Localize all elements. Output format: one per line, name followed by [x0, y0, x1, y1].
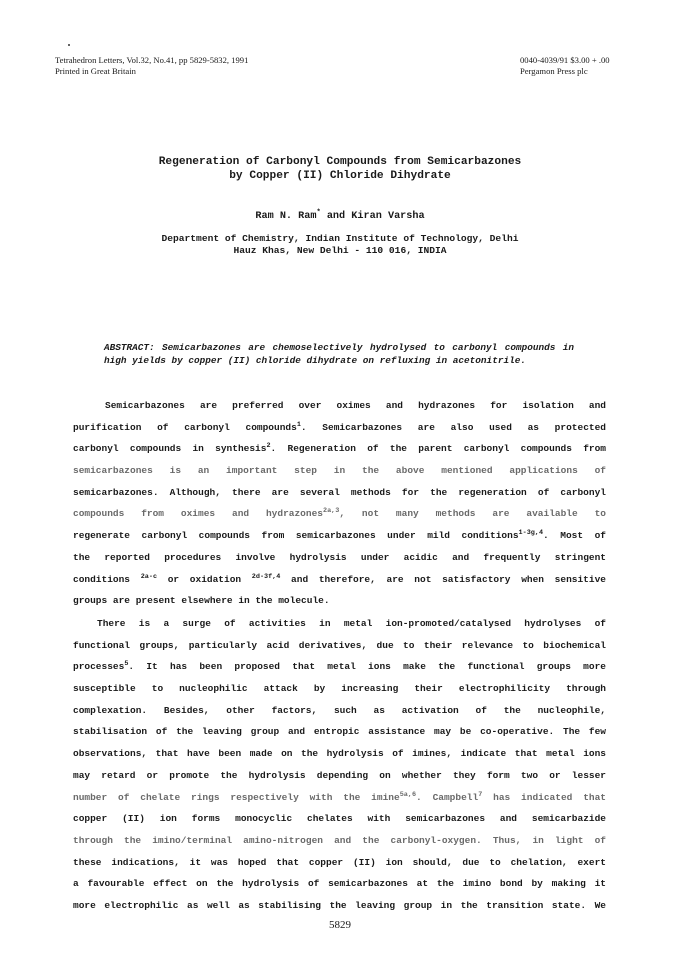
text-line: the reported procedures involve hydrolysis under acidic and frequently stringent [73, 551, 606, 563]
printed-in: Printed in Great Britain [55, 66, 136, 76]
abstract [104, 341, 574, 367]
journal-header-left [55, 55, 248, 77]
citation-sup: 5a,6 [399, 790, 417, 799]
text-line: purification of carbonyl compounds$^1$. Semicarbazones are also used as protected [73, 420, 606, 433]
journal-header-right [520, 55, 610, 77]
citation-sup: 2 [266, 442, 271, 451]
paper-title [90, 156, 590, 183]
text-line: regenerate carbonyl compounds from semicarbazones under mild conditions$^{1-3g,4}$. Most of [73, 529, 606, 542]
text-line: conditions $^{2a-c}$ or oxidation $^{2d-3f,4}$ and therefore, are not satisfactory when sensitive [73, 572, 606, 585]
citation-sup: 5 [124, 660, 129, 669]
author-2: and Kiran Varsha [320, 211, 425, 222]
citation-sup: 1 [296, 420, 301, 429]
text-line: Semicarbazones are preferred over oximes and hydrazones for isolation and [105, 400, 606, 411]
text-line: semicarbazones. Although, there are several methods for the regeneration of carbonyl [73, 486, 606, 498]
text-line: stabilisation of the leaving group and entropic assistance may be co-operative. The few [73, 726, 606, 738]
affiliation-line-1: Department of Chemistry, Indian Institute of Technology, Delhi [161, 233, 519, 244]
text-line: complexation. Besides, other factors, such as activation of the nucleophile, [73, 704, 606, 716]
author-1: Ram N. Ram [255, 211, 317, 222]
text-line: There is a surge of activities in metal ion-promoted/catalysed hydrolyses of [97, 618, 606, 629]
author-line [90, 211, 590, 222]
citation-sup: 2a-c [140, 572, 158, 581]
text-line: more electrophilic as well as stabilising the leaving group in the transition state. We [73, 899, 606, 911]
affiliation [80, 233, 600, 257]
title-line-1: Regeneration of Carbonyl Compounds from Semicarbazones [158, 156, 522, 168]
citation-sup: 7 [478, 790, 483, 799]
text-line: compounds from oximes and hydrazones$^{2a,3}$, not many methods are available to [73, 507, 606, 520]
text-line: groups are present elsewhere in the molecule. [73, 595, 330, 607]
text-line: processes$^5$. It has been proposed that metal ions make the functional groups more [73, 660, 606, 673]
text-line: semicarbazones is an important step in the above mentioned applications of [73, 465, 606, 477]
text-line: a favourable effect on the hydrolysis of semicarbazones at the imino bond by making it [73, 878, 606, 890]
title-line-2: by Copper (II) Chloride Dihydrate [229, 169, 451, 182]
affiliation-line-2: Hauz Khas, New Delhi - 110 016, INDIA [233, 245, 447, 257]
corresponding-author-mark: * [316, 209, 321, 217]
abstract-text: Semicarbazones are chemoselectively hydrolysed to carbonyl compounds in high yields by copper (II) chloride dihydrate on refluxing in acetonitrile. [104, 342, 574, 367]
text-line: susceptible to nucleophilic attack by increasing their electrophilicity through [73, 683, 606, 695]
text-line: functional groups, particularly acid derivatives, due to their relevance to biochemical [73, 639, 606, 651]
publisher: Pergamon Press plc [520, 66, 588, 76]
text-line: observations, that have been made on the hydrolysis of imines, indicate that metal ions [73, 748, 606, 760]
text-line: through the imino/terminal amino-nitrogen and the carbonyl-oxygen. Thus, in light of [73, 834, 606, 846]
text-line: carbonyl compounds in synthesis$^2$. Regeneration of the parent carbonyl compounds from [73, 442, 606, 455]
paragraph-2 [73, 613, 606, 917]
speck-mark [68, 44, 70, 46]
paragraph-1 [73, 395, 606, 612]
citation-sup: 1-3g,4 [518, 529, 544, 538]
journal-citation: Tetrahedron Letters, Vol.32, No.41, pp 5829-5832, 1991 [55, 55, 249, 65]
text-line: copper (II) ion forms monocyclic chelates with semicarbazones and semicarbazide [73, 813, 606, 825]
text-line: may retard or promote the hydrolysis depending on whether they form two or lesser [73, 769, 606, 781]
text-line: these indications, it was hoped that copper (II) ion should, due to chelation, exert [73, 856, 606, 868]
citation-sup: 2a,3 [323, 507, 340, 516]
citation-sup: 2d-3f,4 [251, 572, 281, 581]
issn-price: 0040-4039/91 $3.00 + .00 [520, 55, 610, 65]
page-number: 5829 [329, 919, 351, 931]
text-line: number of chelate rings respectively with the imine$^{5a,6}$. Campbell$^7$ has indicated that [73, 790, 607, 803]
abstract-label: ABSTRACT: [104, 342, 155, 353]
